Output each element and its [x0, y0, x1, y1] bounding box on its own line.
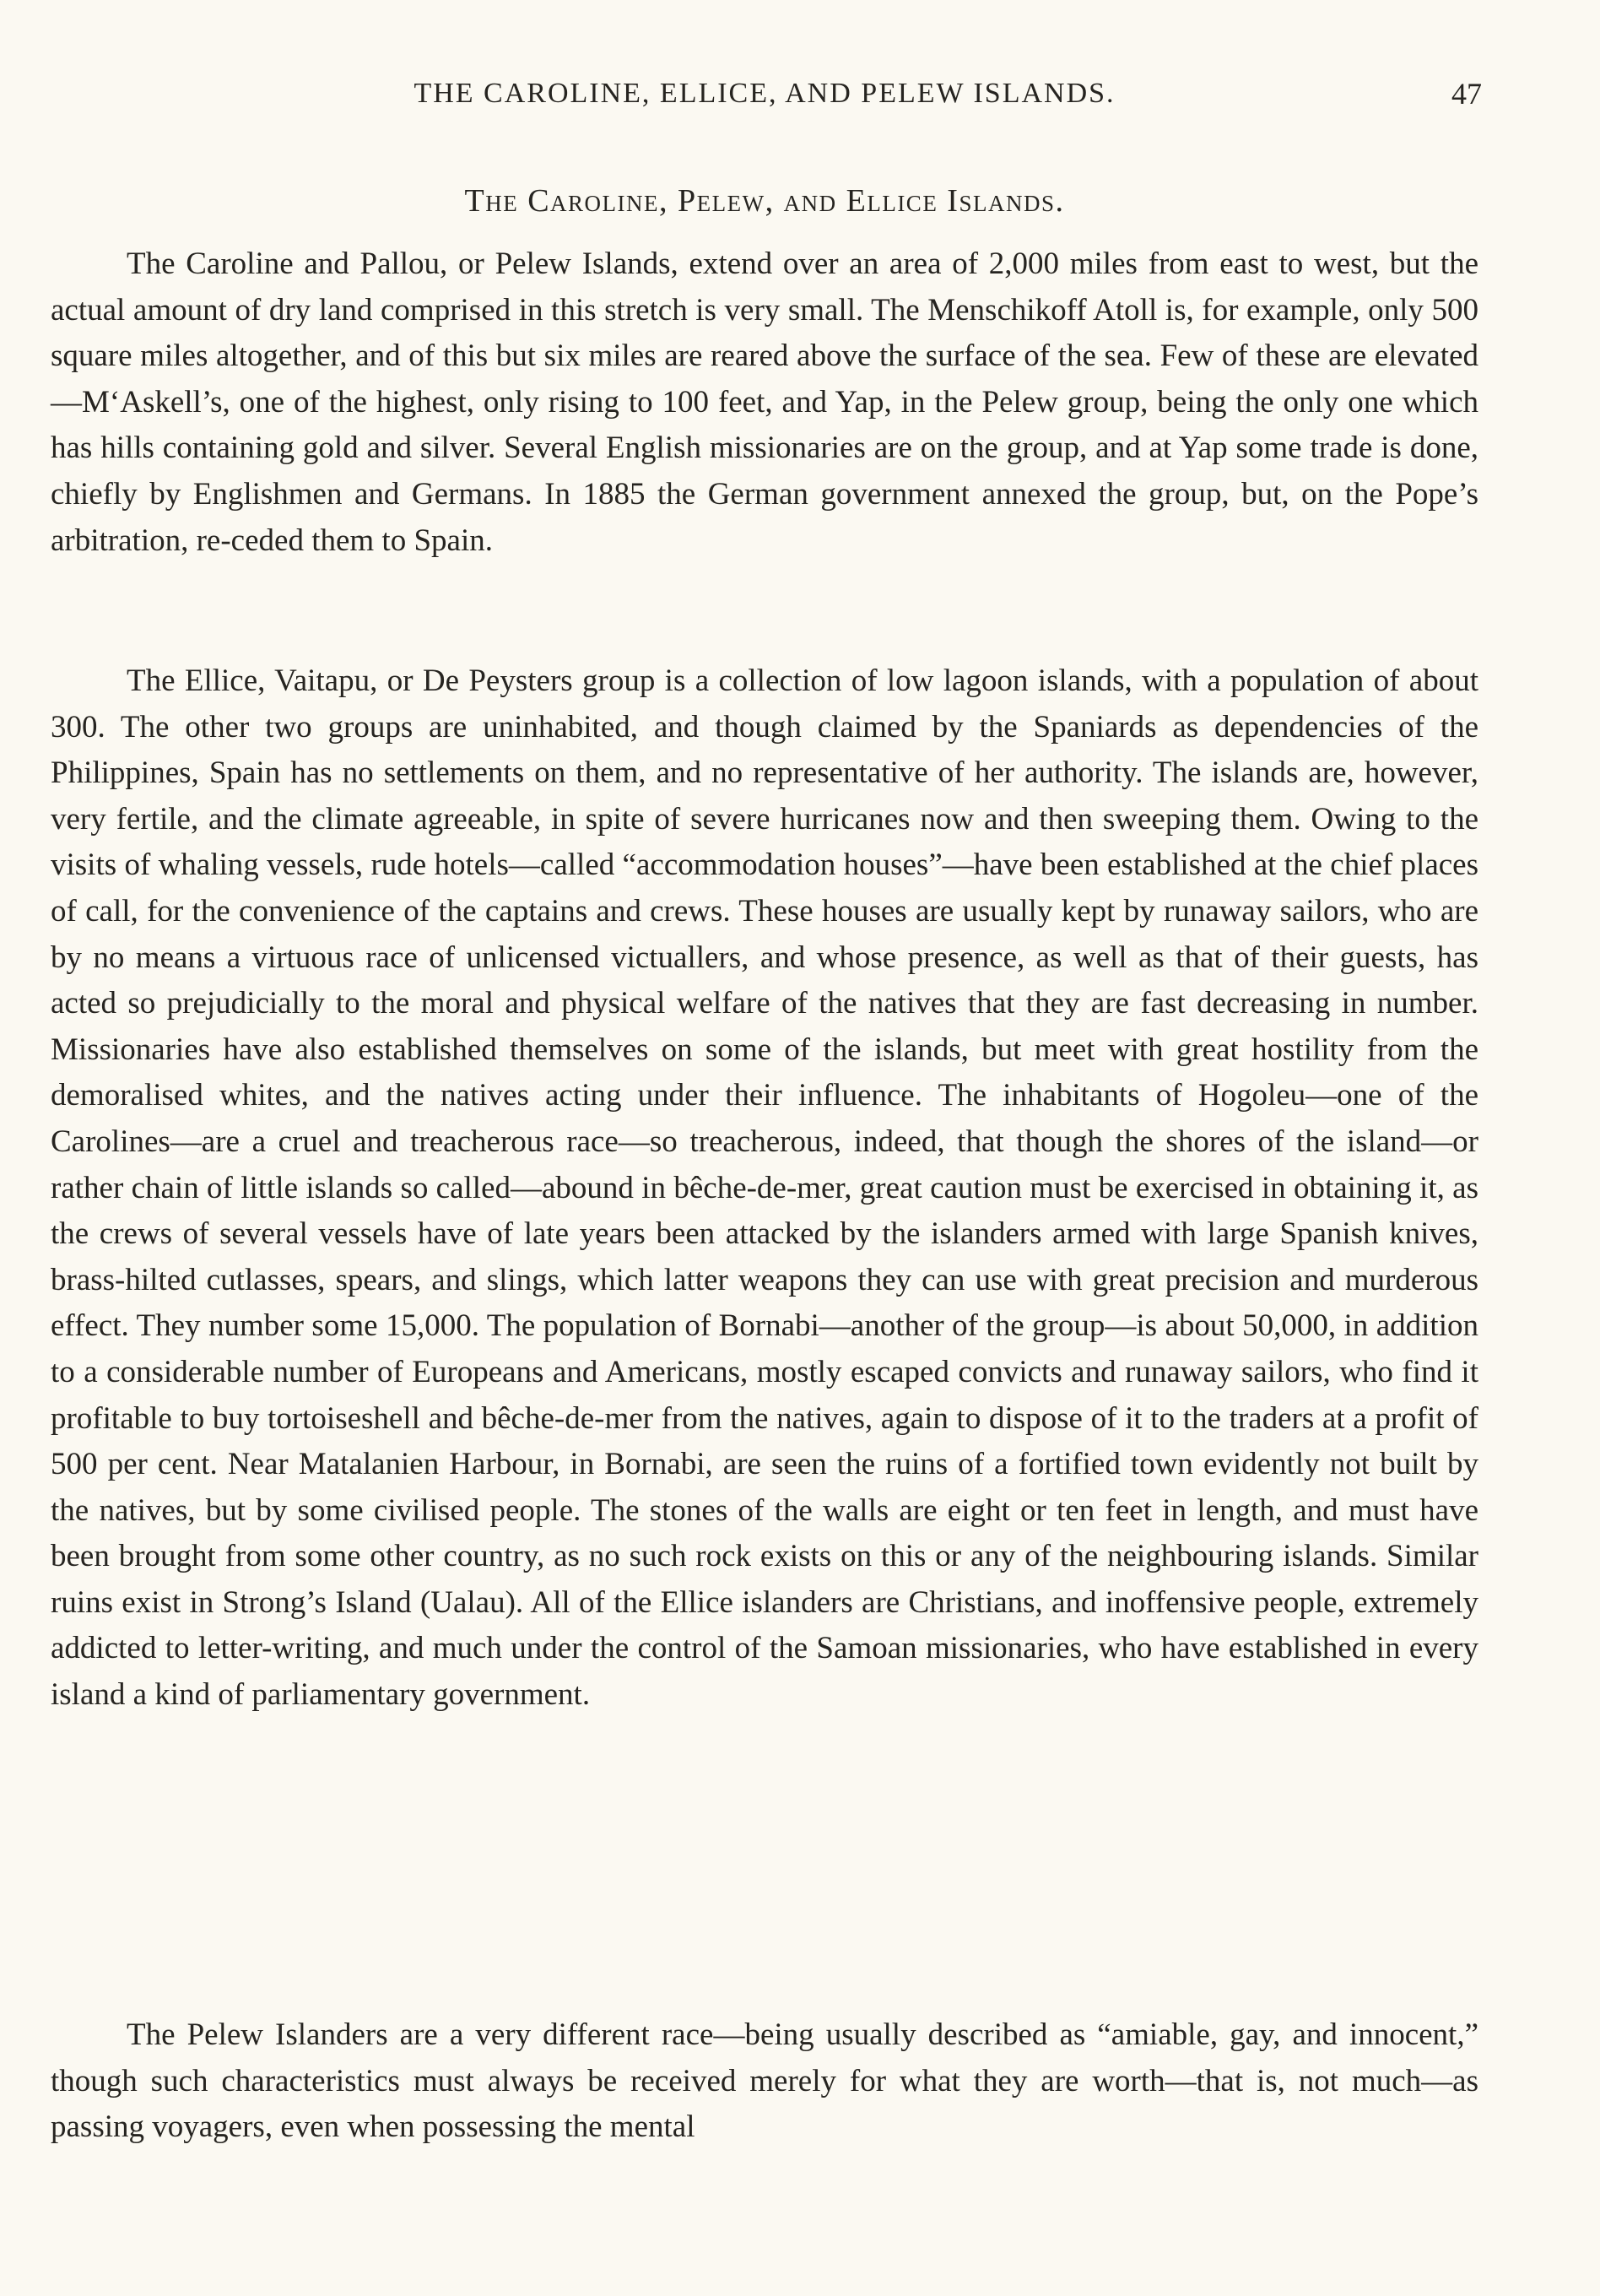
book-page	[51, 0, 1482, 2296]
page-number: 47	[1451, 77, 1482, 111]
section-title: The Caroline, Pelew, and Ellice Islands.	[464, 183, 1065, 219]
paragraph: The Pelew Islanders are a very different race—being usually described as “amiable, gay, and innocent,” though such characteristics must always be received merely for what they are worth—that is, not much—as passing voyagers, even when possessing the mental	[51, 2017, 1478, 2145]
running-head	[51, 73, 1482, 115]
running-title: THE CAROLINE, ELLICE, AND PELEW ISLANDS.	[414, 78, 1116, 109]
paragraph: The Ellice, Vaitapu, or De Peysters group is a collection of low lagoon islands, with a population of about 300. The other two groups are uninhabited, and though claimed by the Spaniards as dependencies of the Philippines, Spain has no settlements on them, and no representative of her authority. The islands are, however, very fertile, and the climate agreeable, in spite of severe hurricanes now and then sweeping them. Owing to the visits of whaling vessels, rude hotels—called “accommodation houses”—have been established at the chief places of call, for the convenience of the captains and crews. These houses are usually kept by runaway sailors, who are by no means a virtuous race of unlicensed victuallers, and whose presence, as well as that of their guests, has acted so prejudicially to the moral and physical welfare of the natives that they are fast decreasing in number. Missionaries have also established themselves on some of the islands, but meet with great hostility from the demoralised whites, and the natives acting under their influence. The inhabitants of Hogoleu—one of the Carolines—are a cruel and treacherous race—so treacherous, indeed, that though the shores of the island—or rather chain of little islands so called—abound in bêche-de-mer, great caution must be exercised in obtaining it, as the crews of several vessels have of late years been attacked by the islanders armed with large Spanish knives, brass-hilted cutlasses, spears, and slings, which latter weapons they can use with great precision and murderous effect. They number some 15,000. The population of Bornabi—another of the group—is about 50,000, in addition to a considerable number of Europeans and Americans, mostly escaped convicts and runaway sailors, who find it profitable to buy tortoiseshell and bêche-de-mer from the natives, again to dispose of it to the traders at a profit of 500 per cent. Near Matalanien Harbour, in Bornabi, are seen the ruins of a fortified town evidently not built by the natives, but by some civilised people. The stones of the walls are eight or ten feet in length, and must have been brought from some other country, as no such rock exists on this or any of the neighbouring islands. Similar ruins exist in Strong’s Island (Ualau). All of the Ellice islanders are Christians, and inoffensive people, extremely addicted to letter-writing, and much under the control of the Samoan missionaries, who have established in every island a kind of parliamentary government.	[51, 663, 1478, 1713]
paragraph: The Caroline and Pallou, or Pelew Islands, extend over an area of 2,000 miles from east to west, but the actual amount of dry land comprised in this stretch is very small. The Menschikoff Atoll is, for example, only 500 square miles altogether, and of this but six miles are reared above the surface of the sea. Few of these are elevated—M‘Askell’s, one of the highest, only rising to 100 feet, and Yap, in the Pelew group, being the only one which has hills containing gold and silver. Several English missionaries are on the group, and at Yap some trade is done, chiefly by Englishmen and Germans. In 1885 the German government annexed the group, but, on the Pope’s arbitration, re-ceded them to Spain.	[51, 246, 1478, 558]
